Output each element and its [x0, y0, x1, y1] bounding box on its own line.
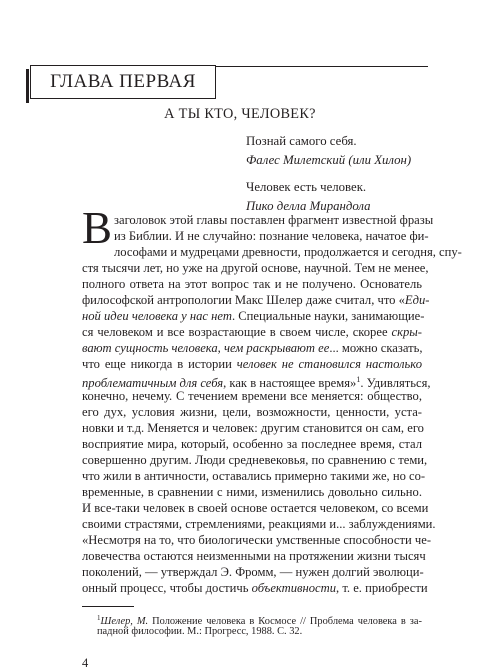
body-line-1: заголовок этой главы поставлен фрагмент известной фразы [114, 213, 434, 227]
body-line-22: ловечества остаются неизменными на протяжении жизни тысяч [82, 549, 426, 563]
footnote-rule [82, 606, 134, 607]
body-line-15: восприятие мира, который, особенно за последнее время, стал [82, 437, 422, 451]
body-line-17: что жили в античности, оставались примерно такими же, но со- [82, 469, 426, 483]
body-line-18: временные, в сравнении с ними, изменились довольно сильно. [82, 485, 422, 499]
body-line-11: проблематичным для себя, как в настоящее время»$^1$. Удивляться, [82, 375, 431, 390]
footnote-number: 1 [97, 614, 101, 622]
body-line-24: онный процесс, чтобы достичь объективности, т. е. приобрести [82, 581, 428, 595]
body-line-4: стя тысячи лет, но уже на другой основе, научной. Тем не менее, [82, 261, 429, 275]
body-line-13: его дух, условия жизни, цели, возможности, ценности, уста- [82, 405, 422, 419]
epigraph-1-author: Фалес Милетский (или Хилон) [246, 153, 412, 167]
body-line-16: совершенно другим. Люди средневековья, по сравнению с теми, [82, 453, 428, 467]
epigraph-2-author: Пико делла Мирандола [246, 199, 371, 213]
body-line-14: новки и т.д. Меняется и человек: другим становится он сам, его [82, 421, 424, 435]
body-line-20: своими страстями, стремлениями, реакциями и... заблуждениями. [82, 517, 436, 531]
body-line-6: философской антропологии Макс Шелер даже считал, что «Еди- [82, 293, 430, 307]
body-line-2: из Библии. И не случайно: познание человека, начатое фи- [114, 229, 429, 243]
body-line-21: «Несмотря на то, что биологически умственные способности че- [82, 533, 432, 547]
epigraph-2-quote: Человек есть человек. [246, 180, 367, 194]
section-heading: А ТЫ КТО, ЧЕЛОВЕК? [164, 106, 316, 122]
body-line-5: полного ответа на этот вопрос так и не получено. Основатель [82, 277, 422, 291]
body-line-3: лософами и мудрецами древности, продолжается и сегодня, спу- [114, 245, 462, 259]
epigraph-1-quote: Познай самого себя. [246, 134, 357, 148]
chapter-title-box [30, 65, 216, 99]
body-line-9: вают сущность человека, чем раскрывают ее... можно сказать, [82, 341, 423, 355]
footnote-reference: 1 [356, 375, 361, 384]
body-line-12: конечно, нечему. С течением времени все меняется: общество, [82, 389, 422, 403]
page-number: 4 [82, 656, 89, 670]
chapter-title: ГЛАВА ПЕРВАЯ [50, 71, 196, 92]
body-line-23: поколений, — утверждал Э. Фромм, — нужен долгий эволюци- [82, 565, 424, 579]
footnote-line-2: падной философии. М.: Прогресс, 1988. С. 32. [97, 626, 303, 637]
body-line-19: И все-таки человек в своей основе остается человеком, со всеми [82, 501, 429, 515]
body-line-8: ся человеком и все возрастающие в своем числе, скорее скры- [82, 325, 422, 339]
body-line-10: что еще никогда в истории человек не становился настолько [82, 357, 422, 371]
chapter-rule [216, 66, 428, 67]
drop-cap: В [82, 203, 113, 253]
body-line-7: ной идеи человека у нас нет. Специальные науки, занимающие- [82, 309, 425, 323]
footnote-line-1: $^1$Шелер, М. Положение человека в Космосе // Проблема человека в за- [97, 614, 422, 627]
